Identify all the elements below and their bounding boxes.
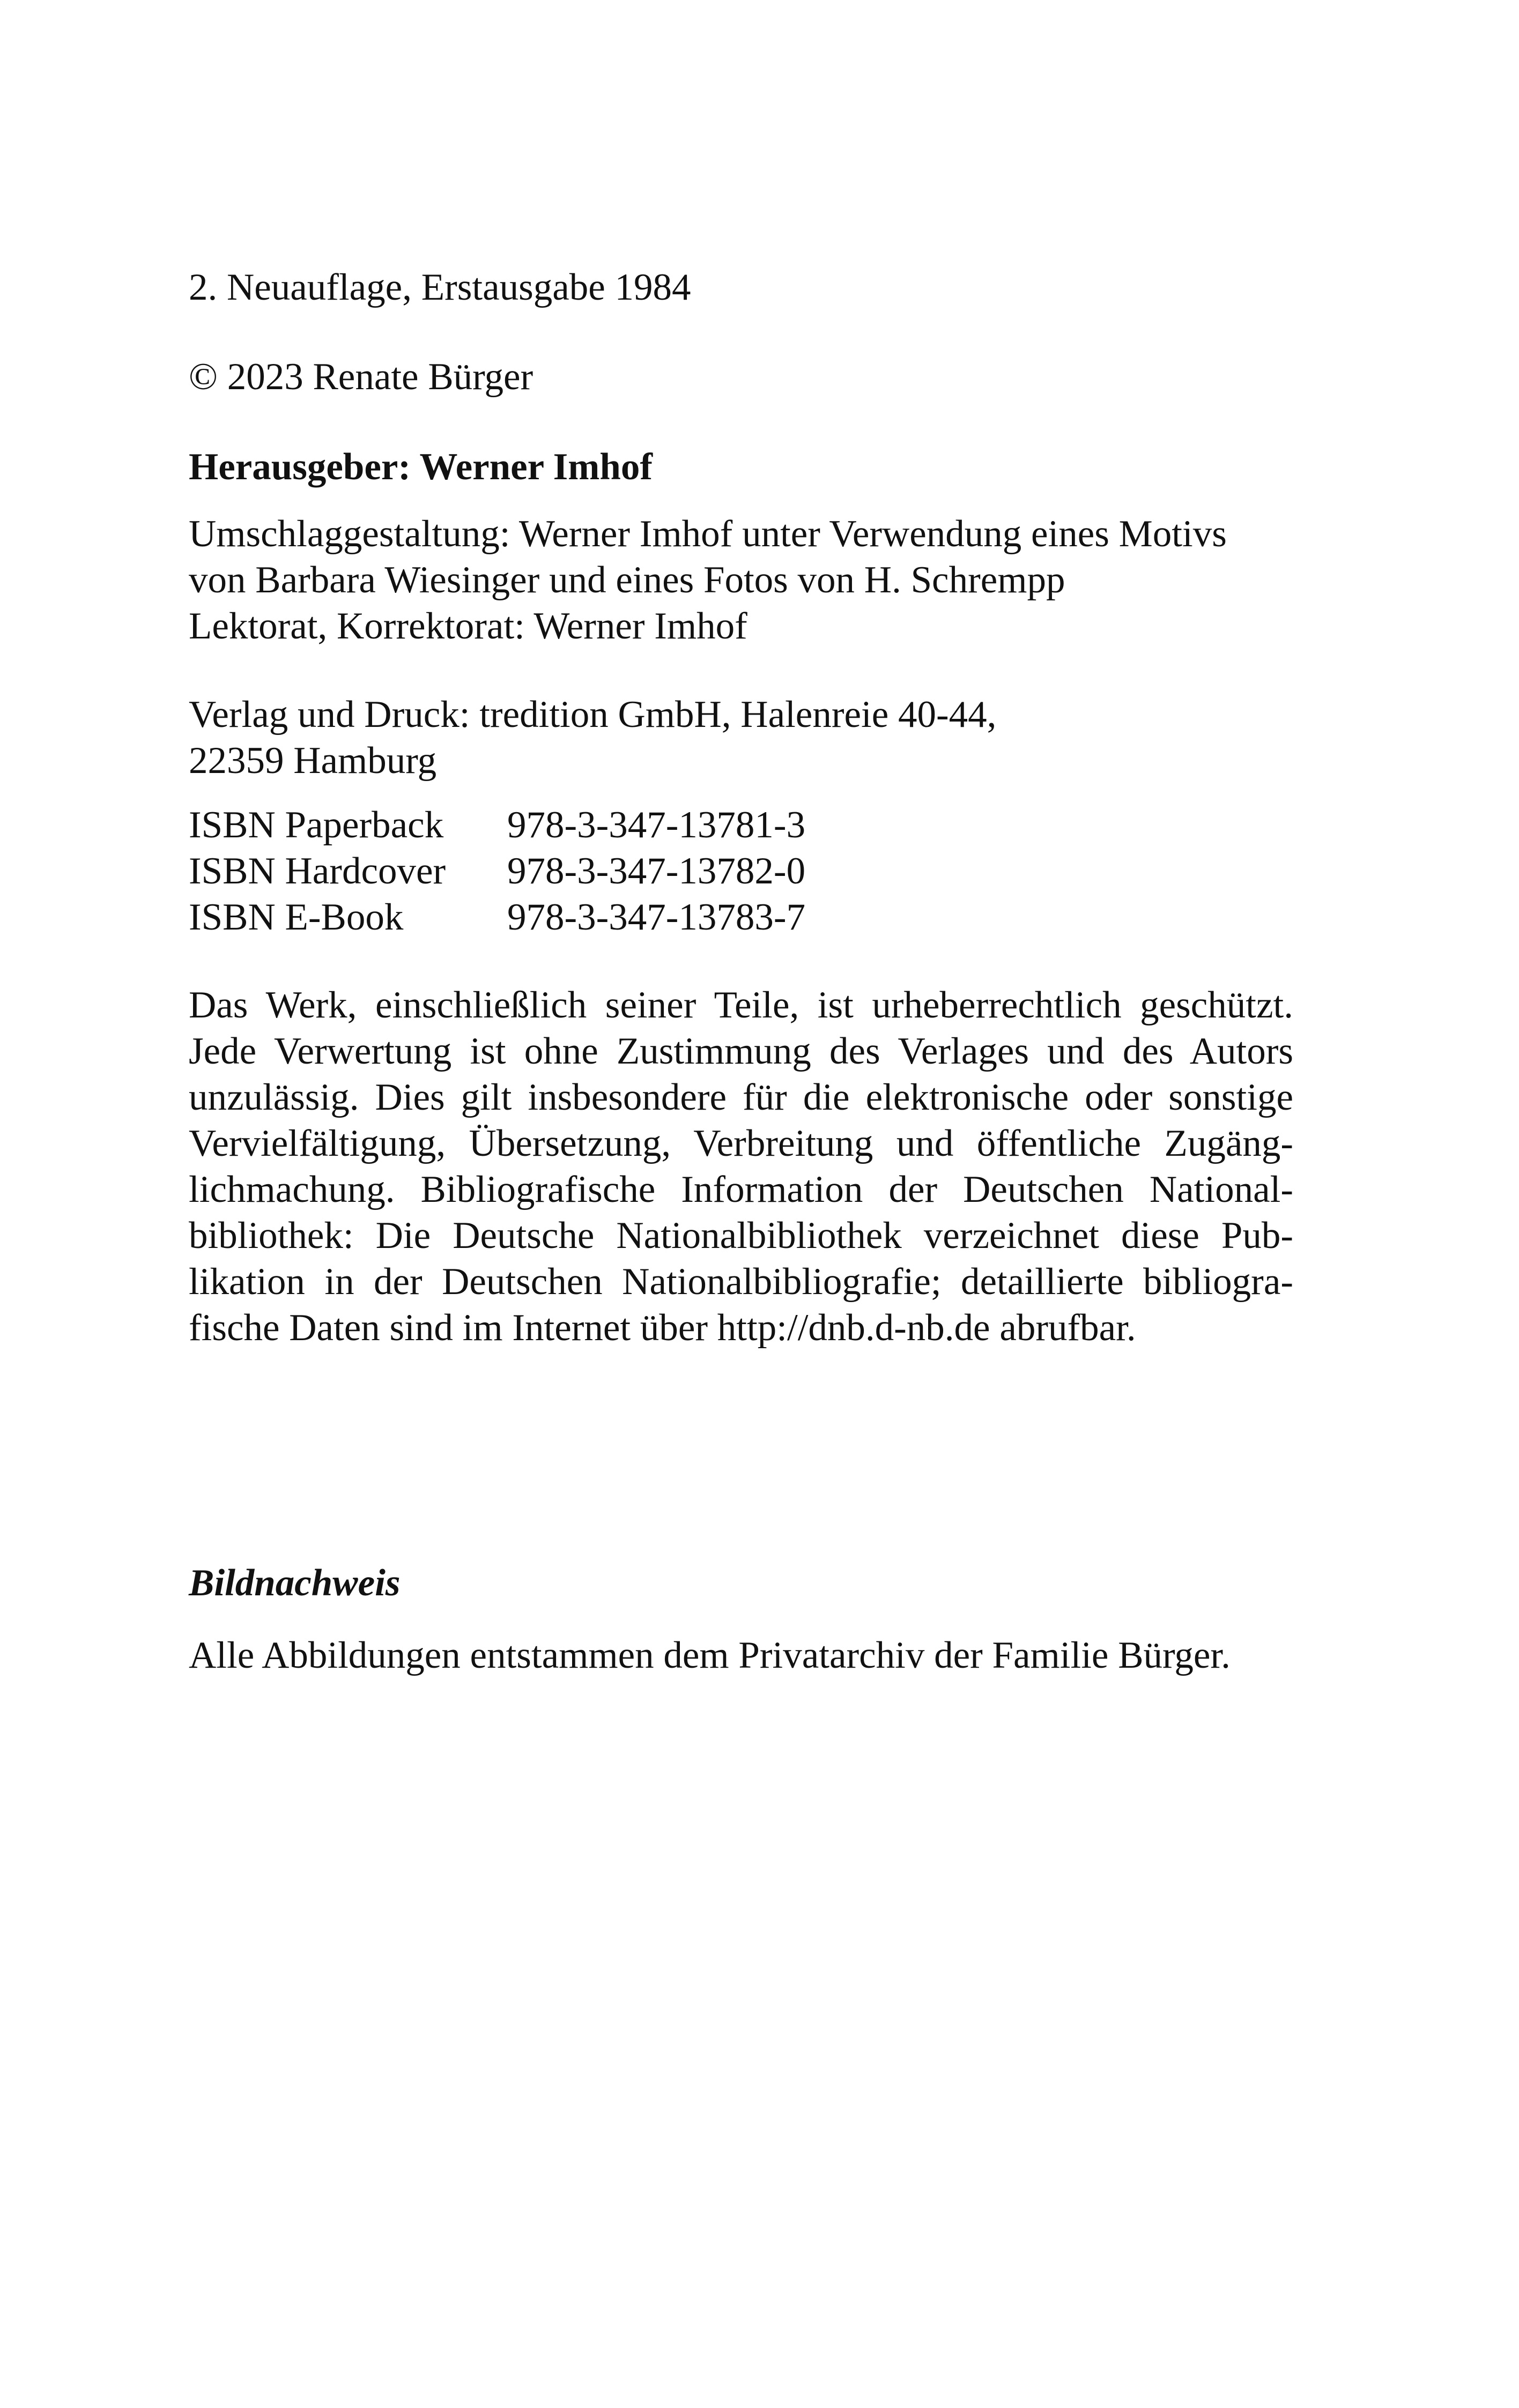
isbn-row [189, 848, 1293, 894]
publisher-block [189, 692, 1293, 784]
legal-notice [189, 982, 1293, 1351]
picture-credits-text: Alle Abbildungen entstammen dem Privatarchiv der Familie Bürger. [189, 1634, 1231, 1676]
copyright-line: © 2023 Renate Bürger [189, 356, 533, 398]
isbn-row [189, 802, 1293, 848]
isbn-number: 978-3-347-13783-7 [507, 896, 806, 938]
publisher-line: Verlag und Druck: tredition GmbH, Halenreie 40-44, [189, 694, 997, 735]
credits-line: Umschlaggestaltung: Werner Imhof unter Verwendung eines Motivs [189, 513, 1227, 555]
publisher-line: 22359 Hamburg [189, 740, 437, 782]
editor-line: Herausgeber: Werner Imhof [189, 446, 653, 488]
isbn-label: ISBN Paperback [189, 804, 444, 846]
legal-line: unzulässig. Dies gilt insbesondere für die elektronische oder sonstige [189, 1076, 1293, 1118]
legal-line: Jede Verwertung ist ohne Zustimmung des Verlages und des Autors [189, 1030, 1293, 1072]
edition-line: 2. Neuauflage, Erstausgabe 1984 [189, 266, 691, 308]
isbn-label: ISBN Hardcover [189, 850, 446, 892]
isbn-table [189, 802, 1293, 940]
legal-line: bibliothek: Die Deutsche Nationalbibliothek verzeichnet diese Pub- [189, 1215, 1293, 1257]
credits-line: von Barbara Wiesinger und eines Fotos von H. Schrempp [189, 559, 1065, 601]
isbn-number: 978-3-347-13782-0 [507, 850, 806, 892]
isbn-label: ISBN E-Book [189, 896, 404, 938]
legal-line: likation in der Deutschen Nationalbibliografie; detaillierte bibliogra- [189, 1261, 1293, 1303]
picture-credits-heading: Bildnachweis [189, 1562, 401, 1604]
credits-block [189, 511, 1293, 649]
credits-line: Lektorat, Korrektorat: Werner Imhof [189, 605, 747, 647]
legal-line: fische Daten sind im Internet über http://dnb.d-nb.de abrufbar. [189, 1307, 1136, 1349]
legal-line: Das Werk, einschließlich seiner Teile, ist urheberrechtlich geschützt. [189, 984, 1293, 1026]
isbn-row [189, 894, 1293, 940]
legal-line: lichmachung. Bibliografische Information der Deutschen National- [189, 1169, 1293, 1210]
isbn-number: 978-3-347-13781-3 [507, 804, 806, 846]
legal-line: Vervielfältigung, Übersetzung, Verbreitung und öffentliche Zugäng- [189, 1123, 1293, 1164]
